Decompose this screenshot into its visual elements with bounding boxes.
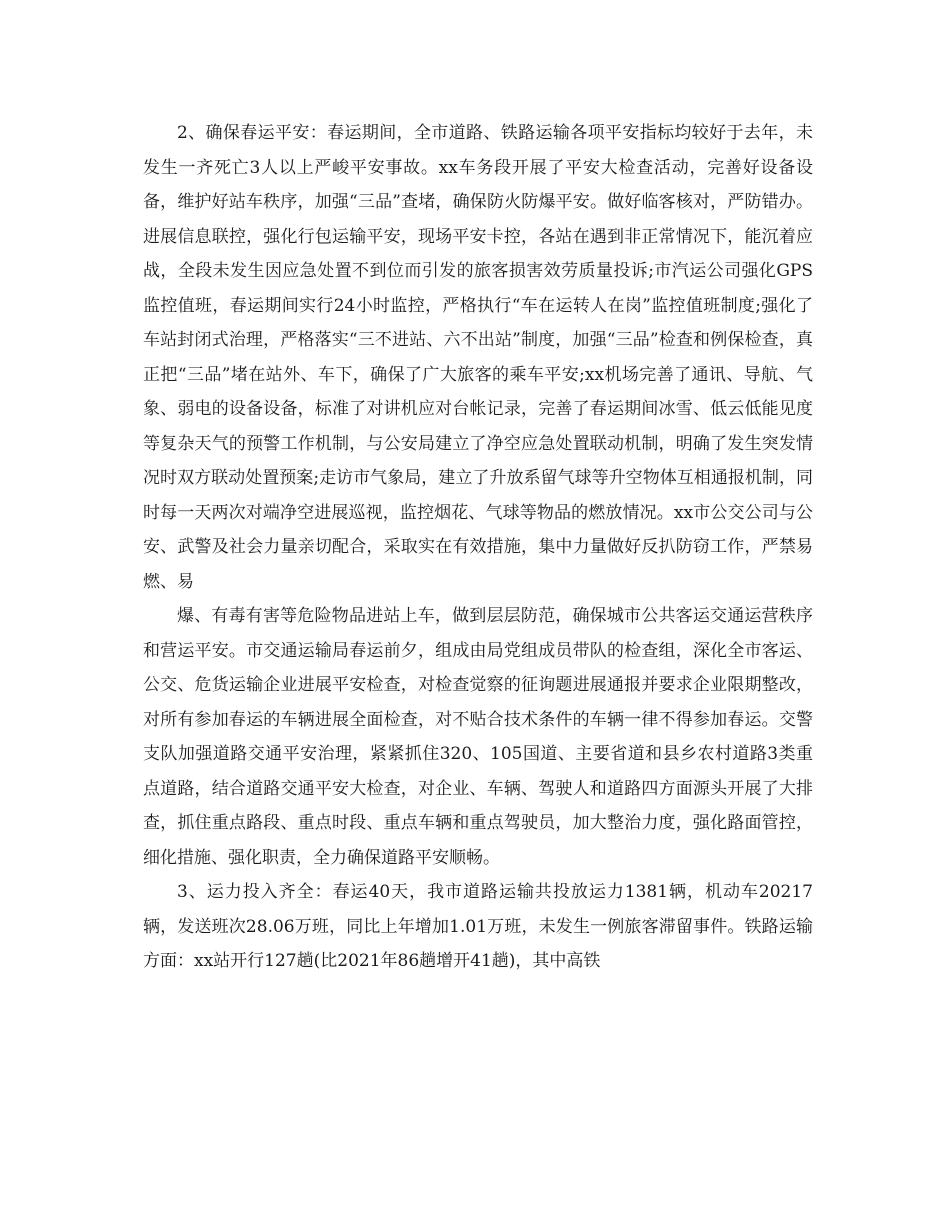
paragraph-transport-capacity: 3、运力投入齐全：春运40天，我市道路运输共投放运力1381辆，机动车20217辆，发送班次28.06万班，同比上年增加1.01万班，未发生一例旅客滞留事件。铁路运输方面：xx站开行127趟(比2021年86趟增开41趟)，其中高铁 (143, 882, 813, 971)
paragraph-spring-transport-safety: 2、确保春运平安：春运期间，全市道路、铁路运输各项平安指标均较好于去年，未发生一齐死亡3人以上严峻平安事故。xx车务段开展了平安大检查活动，完善好设备设备，维护好站车秩序，加强“三品”查堵，确保防火防爆平安。做好临客核对，严防错办。进展信息联控，强化行包运输平安，现场平安卡控，各站在遇到非正常情况下，能沉着应战，全段未发生因应急处置不到位而引发的旅客损害效劳质量投诉;市汽运公司强化GPS监控值班，春运期间实行24小时监控，严格执行“车在运转人在岗”监控值班制度;强化了车站封闭式治理，严格落实“三不进站、六不出站”制度，加强“三品”检查和例保检查，真正把“三品”堵在站外、车下，确保了广大旅客的乘车平安;xx机场完善了通讯、导航、气象、弱电的设备设备，标准了对讲机应对台帐记录，完善了春运期间冰雪、低云低能见度等复杂天气的预警工作机制，与公安局建立了净空应急处置联动机制，明确了发生突发情况时双方联动处置预案;走访市气象局，建立了升放系留气球等升空物体互相通报机制，同时每一天两次对端净空进展巡视，监控烟花、气球等物品的燃放情况。xx市公交公司与公安、武警及社会力量亲切配合，采取实在有效措施，集中力量做好反扒防窃工作，严禁易燃、易 (143, 123, 813, 592)
document-body (143, 116, 813, 979)
paragraph-safety-inspection: 爆、有毒有害等危险物品进站上车，做到层层防范，确保城市公共客运交通运营秩序和营运平安。市交通运输局春运前夕，组成由局党组成员带队的检查组，深化全市客运、公交、危货运输企业进展平安检查，对检查觉察的征询题进展通报并要求企业限期整改，对所有参加春运的车辆进展全面检查，对不贴合技术条件的车辆一律不得参加春运。交警支队加强道路交通平安治理，紧紧抓住320、105国道、主要省道和县乡农村道路3类重点道路，结合道路交通平安大检查，对企业、车辆、驾驶人和道路四方面源头开展了大排查，抓住重点路段、重点时段、重点车辆和重点驾驶员，加大整治力度，强化路面管控，细化措施、强化职责，全力确保道路平安顺畅。 (143, 606, 813, 868)
